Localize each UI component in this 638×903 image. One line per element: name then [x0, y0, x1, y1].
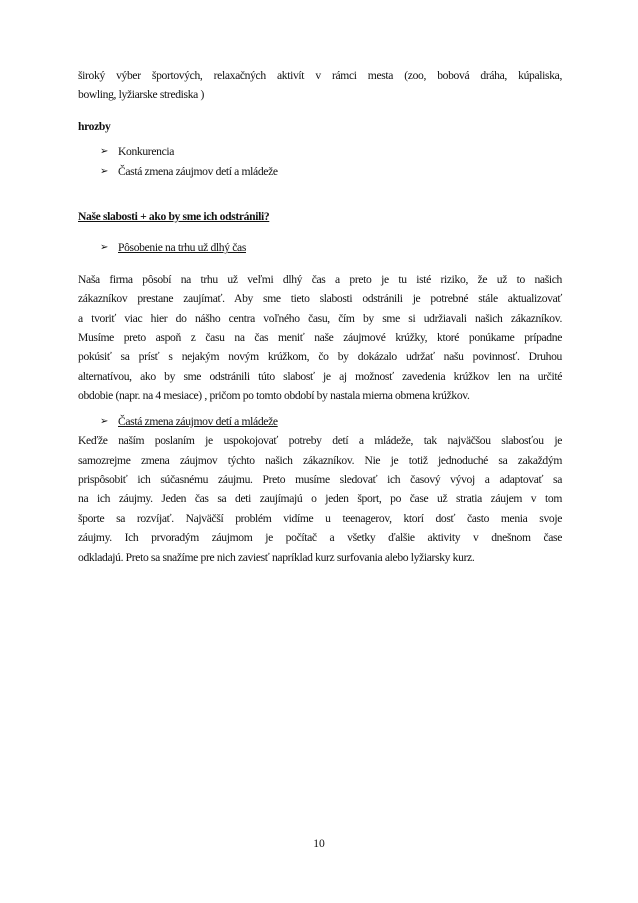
intro-paragraph: [78, 66, 562, 105]
threats-list: [78, 142, 562, 181]
weakness-1-title: Pôsobenie na trhu už dlhý čas: [118, 241, 246, 255]
paragraph-line: na ich záujmy. Jeden čas sa deti zaujímajú o jeden šport, po čase už stratia záujem v tom: [78, 492, 562, 506]
page-number: 10: [313, 837, 325, 850]
arrow-bullet-icon: ➢: [100, 165, 109, 177]
threat-item-label: Častá zmena záujmov detí a mládeže: [118, 164, 278, 178]
list-item: [100, 238, 562, 257]
paragraph-line: pokúsiť sa prísť s nejakým novým krúžkom, čo by dokázalo udržať našu povinnosť. Druhou: [78, 350, 562, 364]
weaknesses-heading: Naše slabosti + ako by sme ich odstránili?: [78, 210, 270, 224]
intro-line: bowling, lyžiarske strediska ): [78, 88, 205, 102]
paragraph-line: prispôsobiť ich súčasnému záujmu. Preto musíme sledovať ich časový vývoj a adaptovať sa: [78, 472, 562, 486]
weakness-1-paragraph: [78, 270, 562, 406]
paragraph-line: Keďže naším poslaním je uspokojovať potreby detí a mládeže, tak najväčšou slabosťou je: [78, 434, 562, 448]
threats-heading: hrozby: [78, 119, 111, 133]
paragraph-line: samozrejme zmena záujmov týchto našich zákazníkov. Nie je totiž jednoduché sa zakaždým: [78, 453, 562, 467]
weakness-2-title: Častá zmena záujmov detí a mládeže: [118, 414, 278, 428]
paragraph-line: Musíme preto aspoň z času na čas meniť naše záujmové krúžky, ktoré ponúkame prípadne: [78, 331, 562, 345]
paragraph-line: a tvoriť viac hier do nášho centra voľného času, čím by sme si udržiavali našich zákazníkov.: [78, 311, 562, 325]
weakness-1-title-list: [78, 238, 562, 257]
list-item: [100, 412, 562, 431]
paragraph-line: alternatívou, ako by sme odstránili túto slabosť je aj možnosť zavedenia krúžkov len na určité: [78, 369, 562, 383]
paragraph-line: zákazníkov prestane zaujímať. Aby sme tieto slabosti odstránili je potrebné stále aktualizovať: [78, 292, 562, 306]
threat-item-label: Konkurencia: [118, 145, 175, 159]
paragraph-line: Naša firma pôsobí na trhu už veľmi dlhý čas a preto je tu isté riziko, že už to našich: [78, 272, 562, 286]
paragraph-line: športe sa rozvíjať. Najväčší problém vidíme u teenagerov, ktorí dosť často menia svoje: [78, 511, 562, 525]
intro-line: široký výber športových, relaxačných aktivít v rámci mesta (zoo, bobová dráha, kúpaliska,: [78, 69, 562, 82]
arrow-bullet-icon: ➢: [100, 242, 109, 254]
arrow-bullet-icon: ➢: [100, 146, 109, 158]
weakness-2-paragraph: [78, 431, 562, 567]
page-content: [78, 66, 562, 567]
paragraph-line: obdobie (napr. na 4 mesiace) , pričom po tomto období by nastala mierna obmena krúžkov.: [78, 389, 470, 403]
list-item: [100, 142, 562, 161]
arrow-bullet-icon: ➢: [100, 415, 109, 427]
paragraph-line: záujmy. Ich prvoradým záujmom je počítač a všetky ďalšie aktivity v dnešnom čase: [78, 531, 562, 545]
list-item: [100, 162, 562, 181]
paragraph-line: odkladajú. Preto sa snažíme pre nich zaviesť napríklad kurz surfovania alebo lyžiarsky kurz.: [78, 550, 475, 564]
weakness-2-title-list: [78, 412, 562, 431]
